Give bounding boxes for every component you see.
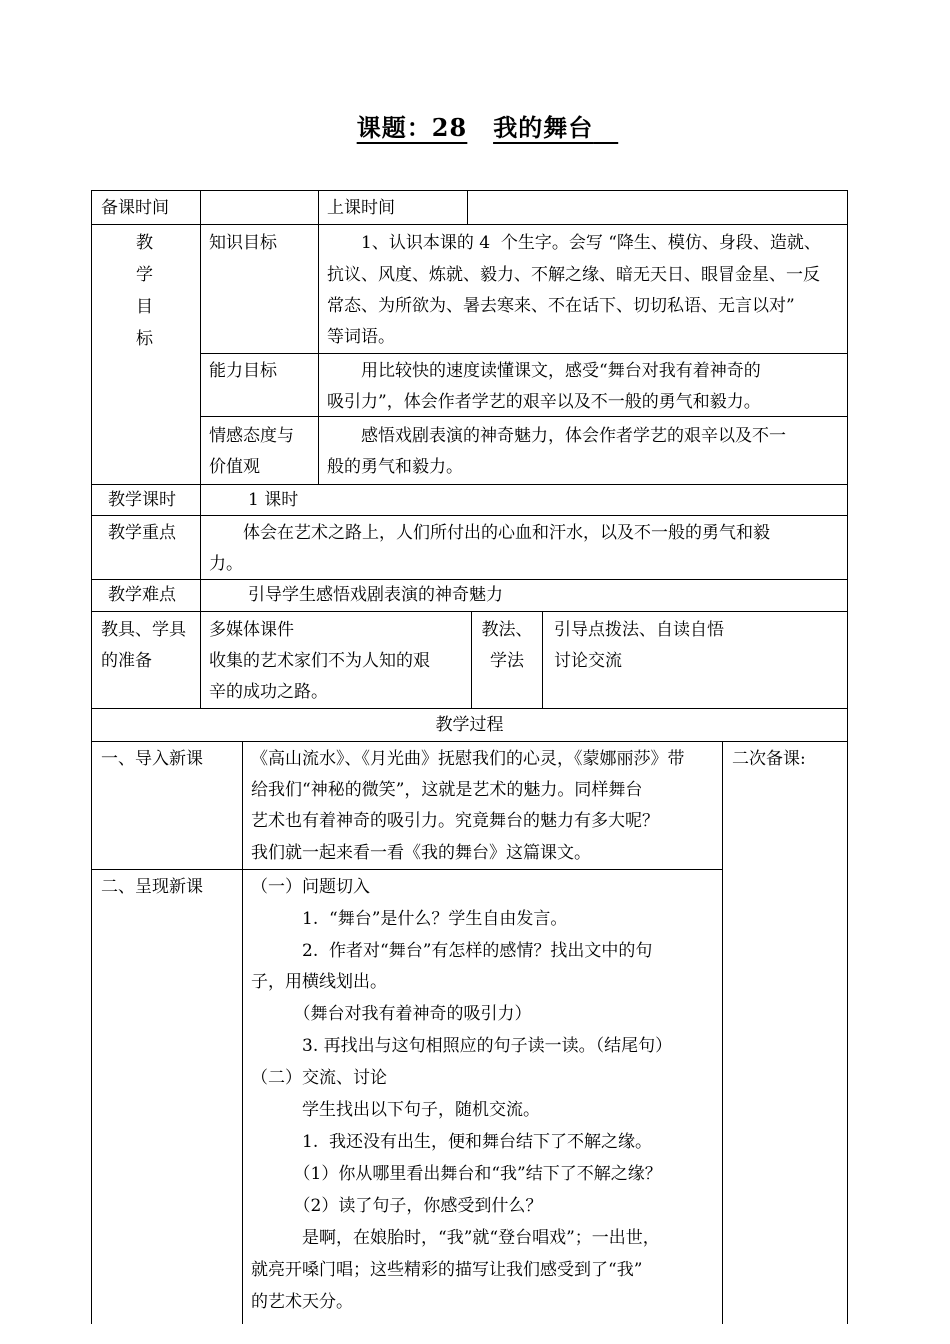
section-line: 子，用横线划出。 bbox=[251, 972, 387, 992]
table-rule bbox=[91, 515, 848, 516]
table-border-left bbox=[91, 190, 92, 1324]
section-label: 一、导入新课 bbox=[101, 749, 203, 769]
class-time-label: 上课时间 bbox=[327, 198, 395, 218]
knowledge-goal-label: 知识目标 bbox=[209, 233, 277, 253]
process-header: 教学过程 bbox=[435, 715, 504, 735]
method-label: 学法 bbox=[490, 651, 524, 671]
ability-goal-line: 吸引力”，体会作者学艺的艰辛以及不一般的勇气和毅力。 bbox=[327, 392, 761, 412]
ability-goal-label: 能力目标 bbox=[209, 361, 277, 381]
table-rule bbox=[91, 869, 723, 870]
lesson-title-name: 我的舞台 bbox=[493, 113, 594, 142]
knowledge-goal-line: 抗议、风度、炼就、毅力、不解之缘、暗无天日、眼冒金星、一反 bbox=[327, 265, 820, 285]
emotion-goal-line: 般的勇气和毅力。 bbox=[327, 457, 463, 477]
difficulty-label: 教学难点 bbox=[108, 585, 176, 605]
materials-label: 的准备 bbox=[101, 651, 152, 671]
materials-label: 教具、学具 bbox=[101, 620, 186, 640]
key-points-label: 教学重点 bbox=[108, 523, 176, 543]
section-line: 1. “舞台”是什么？学生自由发言。 bbox=[251, 909, 568, 929]
method-line: 讨论交流 bbox=[554, 651, 622, 671]
key-points-line: 力。 bbox=[209, 554, 243, 574]
goals-label-char: 教 bbox=[136, 233, 153, 253]
section-line: （二）交流、讨论 bbox=[251, 1068, 387, 1088]
difficulty-value: 引导学生感悟戏剧表演的神奇魅力 bbox=[248, 585, 503, 605]
section-line: 1. 我还没有出生，便和舞台结下了不解之缘。 bbox=[251, 1132, 653, 1152]
table-rule bbox=[542, 611, 543, 708]
table-rule bbox=[200, 190, 201, 708]
key-points-line: 体会在艺术之路上，人们所付出的心血和汗水，以及不一般的勇气和毅 bbox=[209, 523, 770, 543]
table-rule bbox=[91, 611, 848, 612]
second-prep-label: 二次备课: bbox=[732, 749, 806, 769]
section-line: 我们就一起来看一看《我的舞台》这篇课文。 bbox=[251, 843, 591, 863]
table-rule bbox=[91, 741, 848, 742]
method-line: 引导点拨法、自读自悟 bbox=[554, 620, 724, 640]
table-rule bbox=[91, 484, 848, 485]
section-line: （2）读了句子，你感受到什么？ bbox=[251, 1196, 543, 1216]
emotion-goal-label: 价值观 bbox=[209, 457, 260, 477]
section-line: （一）问题切入 bbox=[251, 877, 370, 897]
table-border-top bbox=[91, 190, 848, 191]
hours-label: 教学课时 bbox=[108, 490, 176, 510]
materials-line: 辛的成功之路。 bbox=[209, 682, 328, 702]
ability-goal-line: 用比较快的速度读懂课文，感受“舞台对我有着神奇的 bbox=[327, 361, 761, 381]
section-line: 《高山流水》、《月光曲》抚慰我们的心灵，《蒙娜丽莎》带 bbox=[251, 749, 685, 769]
table-rule bbox=[91, 224, 848, 225]
section-line: （1）你从哪里看出舞台和“我”结下了不解之缘？ bbox=[251, 1164, 662, 1184]
goals-label-char: 目 bbox=[136, 297, 153, 317]
section-line: 就亮开嗓门唱；这些精彩的描写让我们感受到了“我” bbox=[251, 1260, 643, 1280]
table-rule bbox=[91, 708, 848, 709]
lesson-title-prefix: 课题：28 bbox=[356, 113, 468, 142]
section-line: 学生找出以下句子，随机交流。 bbox=[251, 1100, 540, 1120]
table-rule bbox=[200, 353, 848, 354]
table-rule bbox=[467, 190, 468, 224]
method-label: 教法、 bbox=[481, 620, 533, 640]
section-line: 是啊，在娘胎时，“我”就“登台唱戏”；一出世， bbox=[251, 1228, 660, 1248]
section-line: 艺术也有着神奇的吸引力。究竟舞台的魅力有多大呢？ bbox=[251, 811, 659, 831]
lesson-title bbox=[0, 108, 950, 143]
section-label: 二、呈现新课 bbox=[101, 877, 203, 897]
table-rule bbox=[722, 741, 723, 1324]
section-line: 2. 作者对“舞台”有怎样的感情？找出文中的句 bbox=[251, 941, 653, 961]
prep-time-label: 备课时间 bbox=[101, 198, 169, 218]
table-rule bbox=[242, 741, 243, 1324]
section-line: 的艺术天分。 bbox=[251, 1292, 353, 1312]
section-line: （舞台对我有着神奇的吸引力） bbox=[251, 1004, 532, 1024]
materials-line: 收集的艺术家们不为人知的艰 bbox=[209, 651, 430, 671]
materials-line: 多媒体课件 bbox=[209, 620, 294, 640]
goals-label-char: 学 bbox=[136, 265, 153, 285]
hours-value: 1 课时 bbox=[248, 490, 299, 510]
emotion-goal-line: 感悟戏剧表演的神奇魅力，体会作者学艺的艰辛以及不一 bbox=[327, 426, 786, 446]
table-border-right bbox=[847, 190, 848, 1324]
knowledge-goal-line: 等词语。 bbox=[327, 327, 395, 347]
emotion-goal-label: 情感态度与 bbox=[209, 426, 294, 446]
section-line: 3. 再找出与这句相照应的句子读一读。（结尾句） bbox=[251, 1036, 673, 1056]
knowledge-goal-line: 1、认识本课的 4 个生字。会写 “降生、模仿、身段、造就、 bbox=[327, 233, 821, 253]
goals-label-char: 标 bbox=[136, 329, 153, 349]
section-line: 给我们“神秘的微笑”，这就是艺术的魅力。同样舞台 bbox=[251, 780, 643, 800]
table-rule bbox=[318, 190, 319, 484]
knowledge-goal-line: 常态、为所欲为、暑去寒来、不在话下、切切私语、无言以对” bbox=[327, 296, 795, 316]
